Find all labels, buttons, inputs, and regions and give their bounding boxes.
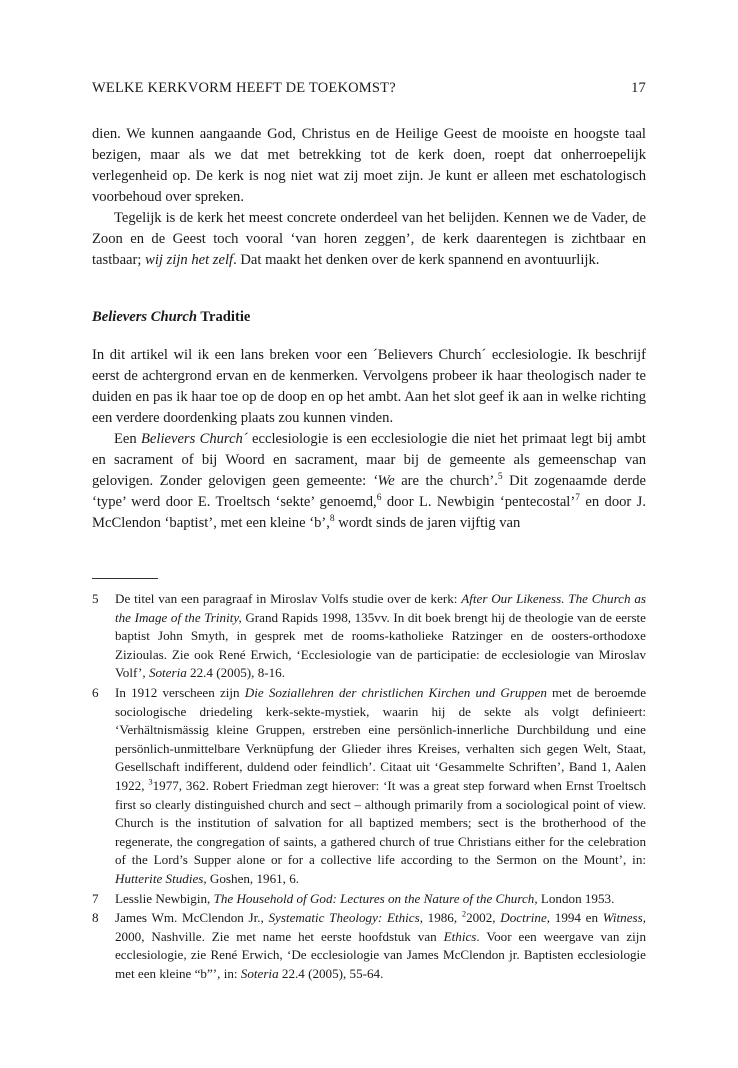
paragraph: Tegelijk is de kerk het meest concrete onderdeel van het belijden. Kennen we de Vader, de Zoon en de Geest toch vooral ‘van horen zeggen’, de kerk daarentegen is zichtbaar en tastbaar; wij zijn het zelf. Dat maakt het denken over de kerk spannend en avontuurlijk. [92,210,646,268]
intro-block [92,124,646,271]
footnote-5: 5 De titel van een paragraaf in Miroslav Volfs studie over de kerk: After Our Likeness. The Church as the Image of the Trinity, Grand Rapids 1998, 135vv. In dit boek brengt hij de theologie van de eerste baptist John Smyth, in gesprek met de rooms-katholieke Ratzinger en de oosters-orthodoxe Zizioulas. Zie ook René Erwich, ‘Ecclesiologie van de participatie: de ecclesiologie van Miroslav Volf’, Soteria 22.4 (2005), 8-16. [92,591,646,681]
footnote-ref[interactable]: 5 [497,472,503,483]
paragraph: Een Believers Church´ ecclesiologie is een ecclesiologie die niet het primaat legt bij ambt en sacrament of bij Woord en sacrament, maar bij de gemeente als gemeenschap van gelovigen. Zonder gelovigen geen gemeente: ‘We are the church’.$^5$ Dit zogenaamde derde ‘type’ werd door E. Troeltsch ‘sekte’ genoemd,$^6$ door L. Newbigin ‘pentecostal’$^7$ en door J. McClendon ‘baptist’, met een kleine ‘b’,$^8$ wordt sinds de jaren vijftig van [92,431,646,531]
section-heading: Believers Church Traditie [92,309,251,325]
footnote-ref[interactable]: 7 [575,493,580,504]
paragraph: dien. We kunnen aangaande God, Christus en de Heilige Geest de mooiste en hoogste taal bezigen, maar als we dat met betrekking tot de kerk doen, roept dat onherroepelijk verlegenheid op. De kerk is nog niet wat zij moet zijn. Je kunt er alleen met eschatologisch voorbehoud over spreken. [92,126,646,205]
footnotes [92,590,646,984]
footnote-ref[interactable]: 8 [329,514,335,525]
footnote-divider [92,578,158,579]
running-title: WELKE KERKVORM HEEFT DE TOEKOMST? [92,80,396,96]
footnote-7: 7 Lesslie Newbigin, The Household of God: Lectures on the Nature of the Church, London 1953. [92,890,615,906]
footnote-8: 8 James Wm. McClendon Jr., Systematic Theology: Ethics, 1986, $^2$2002, Doctrine, 1994 en Witness, 2000, Nashville. Zie met name het eerste hoofdstuk van Ethics. Voor een weergave van zijn ecclesiologie, zie René Erwich, ‘De ecclesiologie van James McClendon jr. Baptisten ecclesiologie met een kleine “b”’, in: Soteria 22.4 (2005), 55-64. [92,908,647,981]
main-block [92,345,646,534]
running-header [92,80,646,97]
footnote-ref[interactable]: 6 [376,493,382,504]
footnote-6: 6 In 1912 verscheen zijn Die Soziallehren der christlichen Kirchen und Gruppen met de beroemde sociologische driedeling kerk-sekte-mystiek, waarin hij de sekte als volgt definieert: ‘Verhältnismässig kleine Gruppen, erstreben eine persönlich-innerliche Durchbildung und eine persönlich-unmittelbare Verknüpfung der Glieder ihres Kreises, verhalten sich gegen Welt, Staat, Gesellschaft indifferent, duldend oder feindlich’. Citaat uit ‘Gesammelte Schriften’, Band 1, Aalen 1922, $^3$1977, 362. Robert Friedman zegt hierover: ‘It was a great step forward when Ernst Troeltsch first so clearly distinguished church and sect – although primarily from a sociological point of view. Church is the institution of salvation for all baptized members; sect is the brotherhood of the regenerate, the congregation of saints, a gathered church of true Christians either for the celebration of the Lord’s Supper alone or for a collective life according to the Sermon on the Mount’, in: Hutterite Studies, Goshen, 1961, 6. [92,684,647,886]
page-number: 17 [631,80,646,96]
paragraph: In dit artikel wil ik een lans breken voor een ´Believers Church´ ecclesiologie. Ik beschrijf eerst de achtergrond ervan en de kenmerken. Vervolgens probeer ik haar theologisch nader te duiden en pas ik haar toe op de doop en op het ambt. Aan het slot geef ik aan in welke richting een verdere doordenking plaats zou kunnen vinden. [92,347,646,426]
